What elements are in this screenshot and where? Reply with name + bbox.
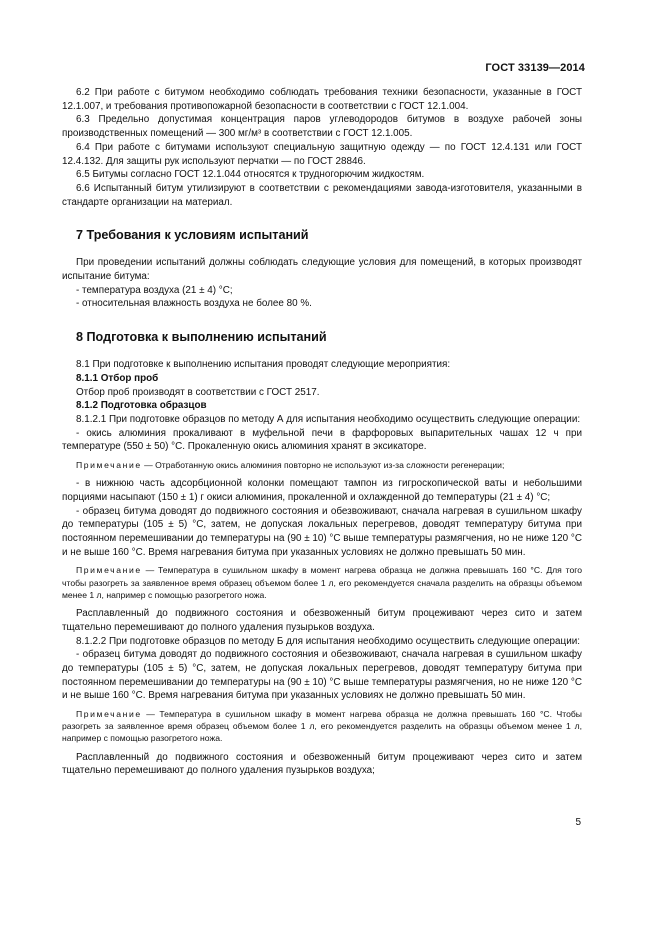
note-label: Примечание — [76, 709, 142, 720]
clause-8-1-2-2: 8.1.2.2 При подготовке образцов по методу Б для испытания необходимо осуществить следующие операции: — [76, 635, 580, 647]
note-1-text: — Отработанную окись алюминия повторно не используют из-за сложности регенерации; — [141, 460, 505, 471]
bitumen-heating-step-a: - образец битума доводят до подвижного состояния и обезвоживают, сначала нагревая в сушильном шкафу до температуры (105 ± 5) °C, затем, не допуская локальных перегревов, доводят температуру битума при постоянном перемешивании до температуры на (90 ± 10) °C выше температуры размягчения, но не ниже 120 °C и не выше 160 °C. Время нагревания битума при указанных условиях не должно превышать 50 мин. — [62, 505, 582, 558]
clause-6-5: 6.5 Битумы согласно ГОСТ 12.1.044 относятся к трудногорючим жидкостям. — [76, 169, 425, 181]
bitumen-heating-step-b: - образец битума доводят до подвижного состояния и обезвоживают, сначала нагревая в сушильном шкафу до температуры (105 ± 5) °C, затем, не допуская локальных перегревов, доводят температуру битума при постоянном перемешивании до температуры на (90 ± 10) °C выше температуры размягчения, но не ниже 120 °C и не выше 160 °C. Время нагревания битума при указанных условиях не должно превышать 50 мин. — [62, 649, 582, 702]
clause-6-2: 6.2 При работе с битумом необходимо соблюдать требования техники безопасности, указанные в ГОСТ 12.1.007, и требования противопожарной безопасности в соответствии с ГОСТ 12.1.004. — [62, 87, 582, 112]
clause-8-1-2-1: 8.1.2.1 При подготовке образцов по методу А для испытания необходимо осуществить следующие операции: — [76, 413, 581, 425]
note-1 — [62, 459, 582, 471]
column-packing-step: - в нижнюю часть адсорбционной колонки помещают тампон из гигроскопической ваты и небольшими порциями насыпают (150 ± 1) г окиси алюминия, прокаленной и охлажденной до температуры (21 ± 4) °C; — [62, 478, 582, 503]
note-2-text: — Температура в сушильном шкафу в момент нагрева образца не должна превышать 160 °C. Для того чтобы разогреть за заявленное время образец объемом более 1 л, его рекомендуется сначала разделить на образцы объемом менее 1 л, например с помощью разогретого ножа. — [62, 565, 582, 600]
sieving-step-b: Расплавленный до подвижного состояния и обезвоженный битум процеживают через сито и затем тщательно перемешивают до полного удаления пузырьков воздуха; — [62, 751, 582, 777]
note-3-text: — Температура в сушильном шкафу в момент нагрева образца не должна превышать 160 °C. Чтобы разогреть за заявленное время образец объемом более 1 л, его рекомендуется разделить на образцы объемом менее 1 л, например с помощью разогретого ножа. — [62, 709, 582, 744]
clause-8-1-1-text: Отбор проб производят в соответствии с ГОСТ 2517. — [76, 386, 320, 398]
note-2 — [62, 564, 582, 601]
clause-8-1: 8.1 При подготовке к выполнению испытания проводят следующие мероприятия: — [76, 359, 451, 371]
note-label: Примечание — [76, 460, 142, 471]
clause-8-1-1-heading: 8.1.1 Отбор проб — [76, 372, 159, 384]
section-8-heading: 8 Подготовка к выполнению испытаний — [76, 330, 327, 345]
alumina-calcination-step: - окись алюминия прокаливают в муфельной печи в фарфоровых выпарительных чашах 12 ч при температуре (550 ± 50) °C. Прокаленную окись алюминия хранят в эксикаторе. — [62, 427, 582, 453]
section-7-intro: При проведении испытаний должны соблюдать следующие условия для помещений, в которых производят испытание битума: — [62, 257, 582, 283]
note-label: Примечание — [76, 565, 142, 576]
section-7-humidity: - относительная влажность воздуха не более 80 %. — [76, 298, 312, 310]
document-body — [62, 86, 582, 778]
clause-6-6: 6.6 Испытанный битум утилизируют в соответствии с рекомендациями завода-изготовителя, указанными в стандарте организации на материал. — [62, 182, 582, 208]
sieving-step-a: Расплавленный до подвижного состояния и обезвоженный битум процеживают через сито и затем тщательно перемешивают до полного удаления пузырьков воздуха. — [62, 608, 582, 633]
section-7-heading: 7 Требования к условиям испытаний — [76, 228, 309, 243]
clause-8-1-2-heading: 8.1.2 Подготовка образцов — [76, 400, 207, 412]
page-header-standard: ГОСТ 33139—2014 — [485, 62, 585, 74]
note-3 — [62, 708, 582, 745]
clause-6-3: 6.3 Предельно допустимая концентрация паров углеводородов битумов в воздухе рабочей зоны производственных помещений — 300 мг/м³ в соответствии с ГОСТ 12.1.005. — [62, 114, 582, 140]
page-number: 5 — [575, 817, 581, 828]
clause-6-4: 6.4 При работе с битумами используют специальную защитную одежду — по ГОСТ 12.4.131 или ГОСТ 12.4.132. Для защиты рук используют перчатки — по ГОСТ 28846. — [62, 141, 582, 167]
section-7-temperature: - температура воздуха (21 ± 4) °C; — [76, 284, 233, 296]
